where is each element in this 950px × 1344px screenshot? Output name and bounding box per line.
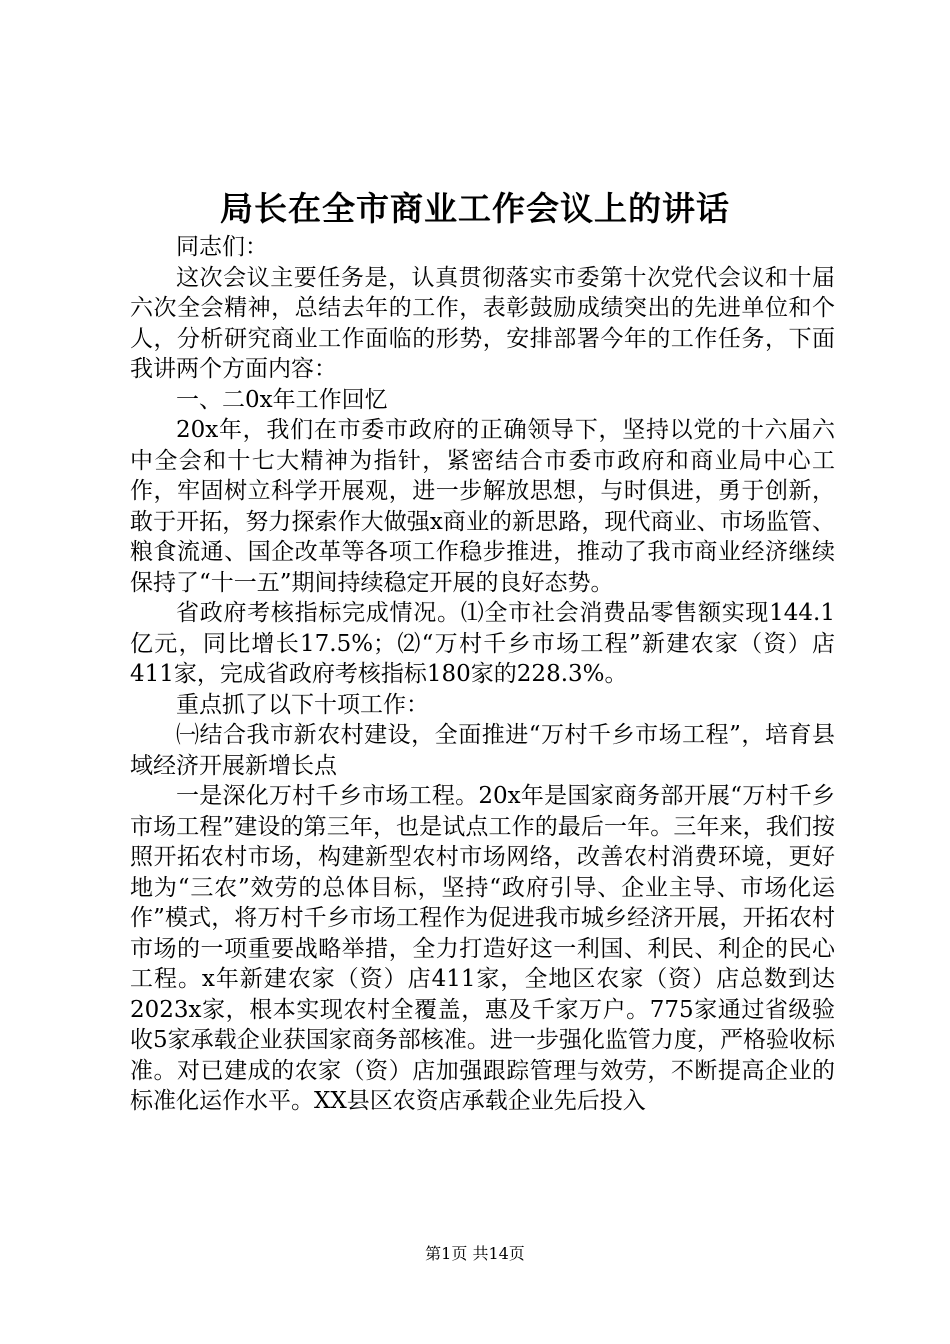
subsection-heading: ㈠结合我市新农村建设，全面推进“万村千乡市场工程”，培育县域经济开展新增长点 xyxy=(130,722,835,779)
salutation: 同志们： xyxy=(176,234,268,260)
paragraph-intro: 这次会议主要任务是，认真贯彻落实市委第十次党代会议和十届六次全会精神，总结去年的工作，表彰鼓励成绩突出的先进单位和个人，分析研究商业工作面临的形势，安排部署今年的工作任务，下面我讲两个方面内容： xyxy=(130,264,835,382)
paragraph-indicators: 省政府考核指标完成情况。⑴全市社会消费品零售额实现144.1亿元，同比增长17.5%；⑵“万村千乡市场工程”新建农家（资）店411家，完成省政府考核指标180家的228.3%。 xyxy=(130,600,835,687)
document-title: 局长在全市商业工作会议上的讲话 xyxy=(220,189,730,228)
section-heading: 一、二0x年工作回忆 xyxy=(176,386,388,413)
page-number-footer: 第1页 共14页 xyxy=(425,1244,525,1263)
paragraph-key-work: 重点抓了以下十项工作： xyxy=(176,691,429,718)
document-body xyxy=(130,232,835,1117)
paragraph-market-project: 一是深化万村千乡市场工程。20x年是国家商务部开展“万村千乡市场工程”建设的第三年，也是试点工作的最后一年。三年来，我们按照开拓农村市场，构建新型农村市场网络，改善农村消费环境，更好地为“三农”效劳的总体目标，坚持“政府引导、企业主导、市场化运作”模式，将万村千乡市场工程作为促进我市城乡经济开展，开拓农村市场的一项重要战略举措，全力打造好这一利国、利民、利企的民心工程。x年新建农家（资）店411家，全地区农家（资）店总数到达2023x家，根本实现农村全覆盖，惠及千家万户。775家通过省级验收5家承载企业获国家商务部核准。进一步强化监管力度，严格验收标准。对已建成的农家（资）店加强跟踪管理与效劳，不断提高企业的标准化运作水平。XX县区农资店承载企业先后投入 xyxy=(130,783,835,1114)
paragraph-review: 20x年，我们在市委市政府的正确领导下，坚持以党的十六届六中全会和十七大精神为指针，紧密结合市委市政府和商业局中心工作，牢固树立科学开展观，进一步解放思想，与时俱进，勇于创新，敢于开拓，努力探索作大做强x商业的新思路，现代商业、市场监管、粮食流通、国企改革等各项工作稳步推进，推动了我市商业经济继续保持了“十一五”期间持续稳定开展的良好态势。 xyxy=(130,417,835,596)
